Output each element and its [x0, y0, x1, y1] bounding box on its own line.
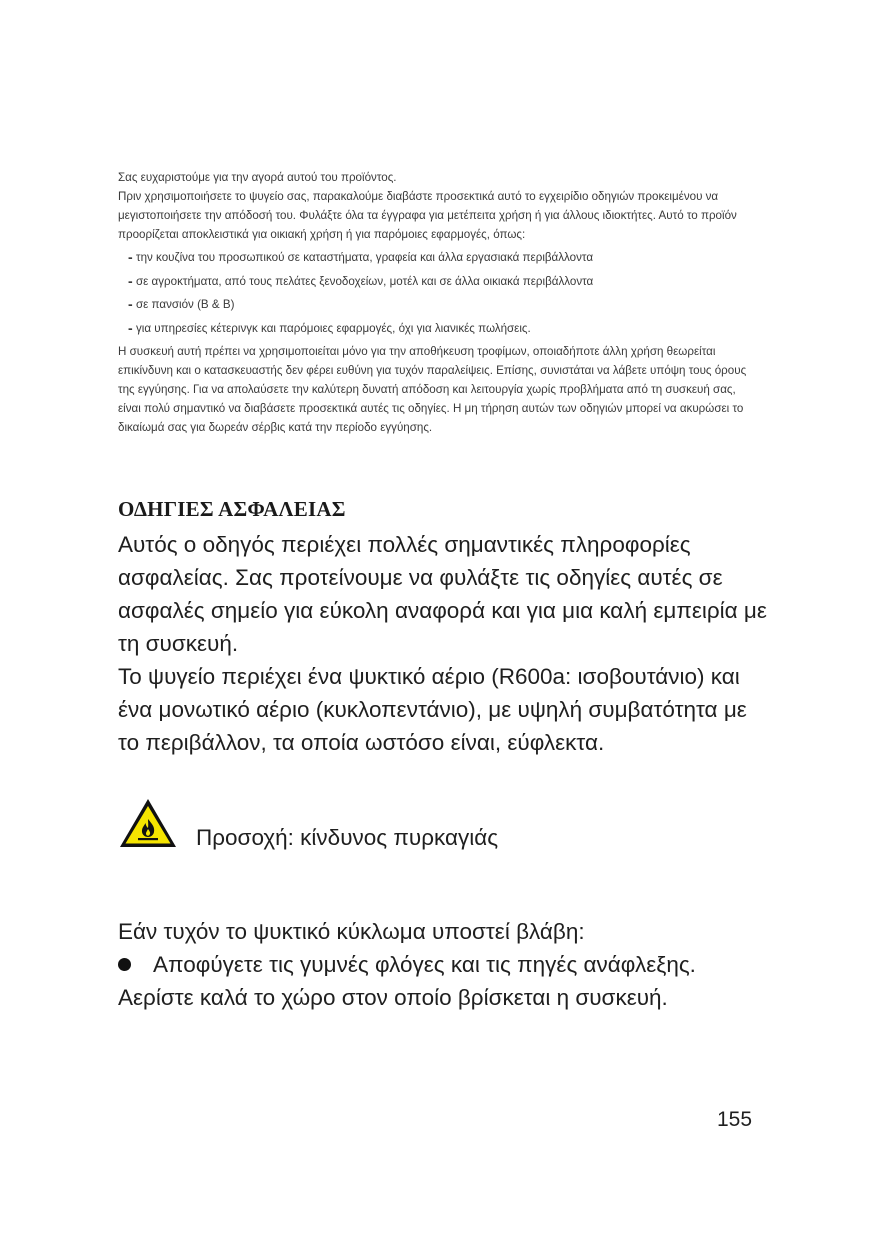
list-item — [128, 293, 754, 317]
damage-bullet — [118, 948, 768, 981]
fire-warning — [118, 797, 718, 849]
page-number: 155 — [717, 1108, 753, 1131]
dash-marker: - — [128, 319, 133, 336]
list-item-text: την κουζίνα του προσωπικού σε καταστήματα, γραφεία και άλλα εργασιακά περιβάλλοντα — [136, 251, 594, 264]
usage-list — [128, 246, 754, 340]
dash-marker: - — [128, 296, 133, 312]
damage-bullet-text: Αποφύγετε τις γυμνές φλόγες και τις πηγές ανάφλεξης. — [153, 952, 696, 977]
list-item-text: για υπηρεσίες κέτερινγκ και παρόμοιες εφαρμογές, όχι για λιανικές πωλήσεις. — [136, 321, 531, 335]
damage-section — [118, 915, 768, 1014]
intro-usage-terms: Η συσκευή αυτή πρέπει να χρησιμοποιείται μόνο για την αποθήκευση τροφίμων, οποιαδήποτε άλλη χρήση θεωρείται επικίνδυνη και ο κατασκευαστής δεν φέρει ευθύνη για τυχόν παραλείψεις. Επίσης, συνιστάται να λάβετε υπόψη τους όρους της εγγύησης. Για να απολαύσετε την καλύτερη δυνατή απόδοση και λειτουργία χωρίς προβλήματα από τη συσκευή σας, είναι πολύ σημαντικό να διαβάσετε προσεκτικά αυτές τις οδηγίες. Η μη τήρηση αυτών των οδηγιών μπορεί να ακυρώσει το δικαίωμά σας για δωρεάν σέρβις κατά την περίοδο εγγύησης. — [118, 345, 747, 434]
list-item — [128, 270, 754, 294]
safety-paragraph-info: Αυτός ο οδηγός περιέχει πολλές σημαντικές πληροφορίες ασφαλείας. Σας προτείνουμε να φυλάξτε τις οδηγίες αυτές σε ασφαλές σημείο για εύκολη αναφορά και για μια καλή εμπειρία με τη συσκευή. — [118, 532, 767, 656]
intro-section — [118, 168, 754, 437]
bullet-icon — [118, 958, 131, 971]
damage-intro: Εάν τυχόν το ψυκτικό κύκλωμα υποστεί βλάβη: — [118, 919, 585, 944]
safety-heading: ΟΔΗΓΙΕΣ ΑΣΦΑΛΕΙΑΣ — [118, 497, 346, 521]
dash-marker: - — [128, 249, 133, 265]
flammable-warning-icon — [118, 797, 178, 849]
list-item-text: σε πανσιόν (B & B) — [136, 298, 235, 311]
safety-section — [118, 528, 768, 759]
intro-thanks: Σας ευχαριστούμε για την αγορά αυτού του προϊόντος. — [118, 171, 397, 184]
list-item — [128, 246, 754, 270]
list-item-text: σε αγροκτήματα, από τους πελάτες ξενοδοχείων, μοτέλ και σε άλλα οικιακά περιβάλλοντα — [136, 274, 594, 288]
list-item — [128, 317, 754, 341]
dash-marker: - — [128, 272, 133, 289]
warning-text: Προσοχή: κίνδυνος πυρκαγιάς — [196, 825, 499, 850]
safety-paragraph-gas: Το ψυγείο περιέχει ένα ψυκτικό αέριο (R600a: ισοβουτάνιο) και ένα μονωτικό αέριο (κυκλοπεντάνιο), με υψηλή συμβατότητα με το περιβάλλον, τα οποία ωστόσο είναι, εύφλεκτα. — [118, 664, 747, 755]
damage-ventilate: Αερίστε καλά το χώρο στον οποίο βρίσκεται η συσκευή. — [118, 985, 668, 1010]
intro-read-manual: Πριν χρησιμοποιήσετε το ψυγείο σας, παρακαλούμε διαβάστε προσεκτικά αυτό το εγχειρίδιο οδηγιών προκειμένου να μεγιστοποιήσετε την απόδοσή του. Φυλάξτε όλα τα έγγραφα για μετέπειτα χρήση ή για άλλους ιδιοκτήτες. Αυτό το προϊόν προορίζεται αποκλειστικά για οικιακή χρήση ή για παρόμοιες εφαρμογές, όπως: — [118, 190, 737, 241]
